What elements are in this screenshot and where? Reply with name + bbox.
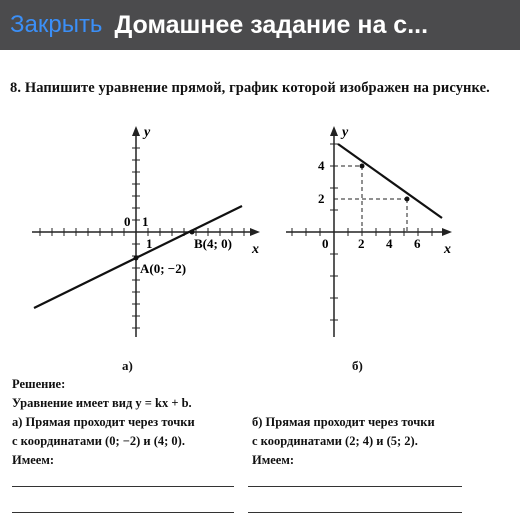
x-tick-label: 4 [386,236,393,251]
y-axis-label: y [342,125,349,140]
solution-general: Уравнение имеет вид y = kx + b. [12,396,192,410]
graph-a [28,122,268,342]
y-axis-label: y [144,125,151,140]
part-b-have: Имеем: [252,453,295,467]
caption-a: а) [122,358,133,373]
problem-statement [10,78,512,99]
document-title: Домашнее задание на с... [114,10,429,39]
answer-line-b1 [248,486,462,487]
part-a-have: Имеем: [12,453,55,467]
y-axis-arrow-icon [132,126,140,136]
caption-b: б) [352,358,363,373]
dashed-guides [334,166,407,232]
tick-one-y-label: 1 [142,214,149,229]
point-a [134,256,139,261]
x-axis-arrow-icon [442,228,452,236]
y-tick-label: 2 [318,191,325,206]
answer-line-a2 [12,512,234,513]
x-tick-label: 6 [414,236,421,251]
x-axis-label: x [444,242,451,257]
top-bar [0,0,520,50]
tick-one-x-label: 1 [146,236,153,251]
solution-heading: Решение: [12,377,66,391]
part-b-line1: б) Прямая проходит через точки [252,415,435,429]
y-axis-arrow-icon [330,126,338,136]
part-a-line1: а) Прямая проходит через точки [12,415,195,429]
x-axis-arrow-icon [250,228,260,236]
problem-number: 8. [10,80,22,96]
y-tick-label: 4 [318,158,325,173]
point-2-4 [360,164,365,169]
point-a-label: A(0; −2) [140,261,187,276]
document-page [0,50,520,520]
graph-b-line [338,144,442,218]
answer-line-b2 [248,512,462,513]
x-axis-label: x [252,242,259,257]
origin-label: 0 [322,236,329,251]
part-a-line2: с координатами (0; −2) и (4; 0). [12,434,185,448]
x-tick-label: 2 [358,236,365,251]
origin-label: 0 [124,214,131,229]
point-5-2 [405,197,410,202]
close-button[interactable]: Закрыть [10,11,103,38]
graph-b [282,122,462,342]
point-b [190,230,195,235]
answer-line-a1 [12,486,234,487]
point-b-label: B(4; 0) [194,236,232,251]
part-b-line2: с координатами (2; 4) и (5; 2). [252,434,418,448]
problem-text: Напишите уравнение прямой, график которой изображен на рисунке. [24,80,490,96]
